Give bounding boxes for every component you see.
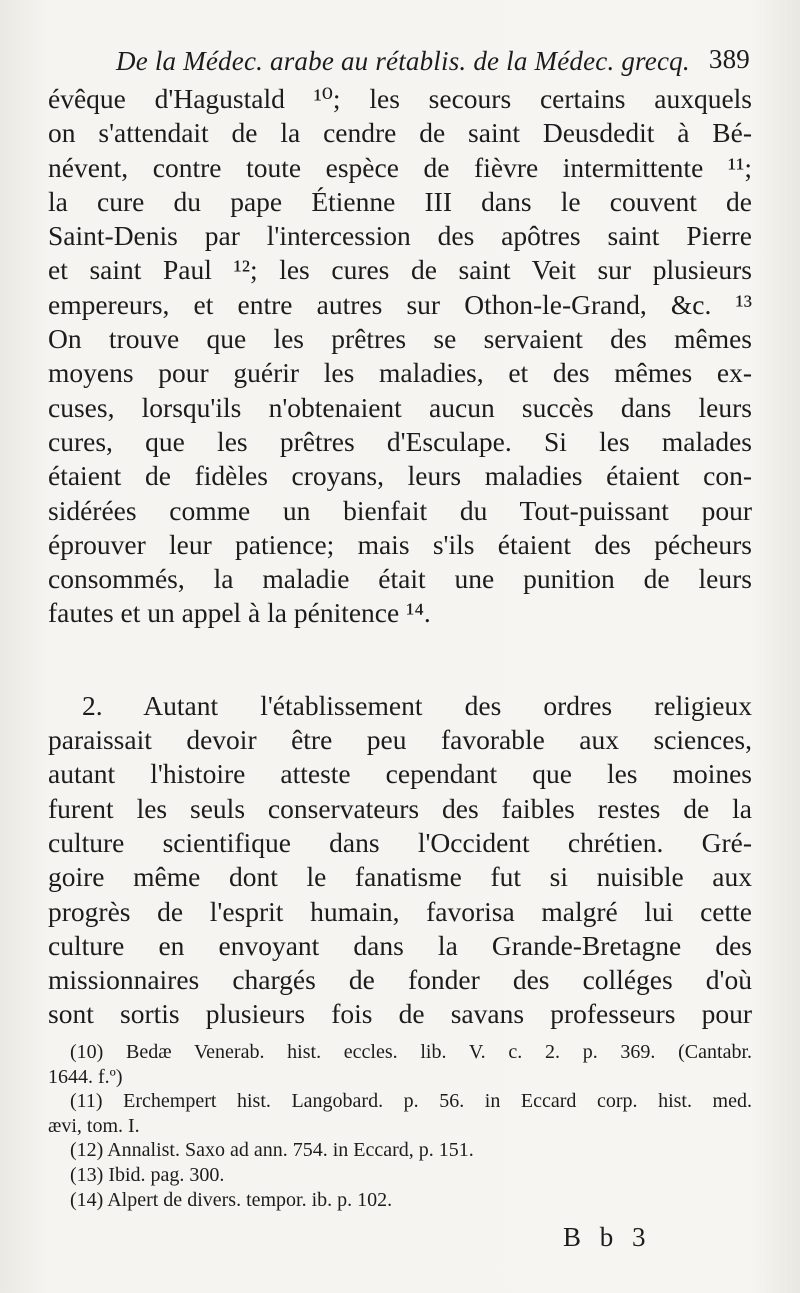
text-line: éprouver leur patience; mais s'ils étaient des pécheurs bbox=[48, 528, 752, 560]
paragraph-2-first-line: 2. Autant l'établissement des ordres religieux bbox=[82, 689, 752, 721]
text-line: sont sortis plusieurs fois de savans professeurs pour bbox=[48, 998, 752, 1030]
text-line: on s'attendait de la cendre de saint Deusdedit à Bé- bbox=[48, 117, 752, 149]
text-line: autant l'histoire atteste cependant que les moines bbox=[48, 758, 752, 790]
text-line: et saint Paul ¹²; les cures de saint Veit sur plusieurs bbox=[48, 254, 752, 286]
text-line: On trouve que les prêtres se servaient des mêmes bbox=[48, 323, 752, 355]
footnote-10-continued: 1644. f.º) bbox=[48, 1065, 123, 1088]
footnotes bbox=[48, 1040, 752, 1212]
running-title: De la Médec. arabe au rétablis. de la Médec. grecq. bbox=[116, 46, 690, 76]
text-line: empereurs, et entre autres sur Othon-le-Grand, &c. ¹³ bbox=[48, 288, 752, 320]
text-line: culture scientifique dans l'Occident chrétien. Gré- bbox=[48, 826, 752, 858]
main-text bbox=[48, 82, 752, 1032]
footnote-10: (10) Bedæ Venerab. hist. eccles. lib. V. c. 2. p. 369. (Cantabr. bbox=[70, 1041, 752, 1063]
footnote-14: (14) Alpert de divers. tempor. ib. p. 102. bbox=[70, 1188, 393, 1211]
text-line: goire même dont le fanatisme fut si nuisible aux bbox=[48, 861, 752, 893]
text-line: missionnaires chargés de fonder des colléges d'où bbox=[48, 964, 752, 996]
text-line: consommés, la maladie était une punition de leurs bbox=[48, 563, 752, 595]
text-line: furent les seuls conservateurs des faibles restes de la bbox=[48, 792, 752, 824]
running-head bbox=[48, 42, 760, 82]
footnote-11: (11) Erchempert hist. Langobard. p. 56. in Eccard corp. hist. med. bbox=[70, 1090, 752, 1113]
text-line: fautes et un appel à la pénitence ¹⁴. bbox=[48, 597, 431, 629]
footnote-13: (13) Ibid. pag. 300. bbox=[70, 1163, 225, 1186]
text-line: Saint-Denis par l'intercession des apôtres saint Pierre bbox=[48, 220, 752, 252]
text-line: cures, que les prêtres d'Esculape. Si les malades bbox=[48, 425, 752, 457]
text-line: sidérées comme un bienfait du Tout-puissant pour bbox=[48, 494, 752, 526]
text-line: névent, contre toute espèce de fièvre intermittente ¹¹; bbox=[48, 151, 752, 183]
text-line: étaient de fidèles croyans, leurs maladies étaient con- bbox=[48, 460, 752, 492]
signature-mark: B b 3 bbox=[563, 1222, 652, 1252]
text-line: évêque d'Hagustald ¹⁰; les secours certains auxquels bbox=[48, 83, 752, 114]
text-line: la cure du pape Étienne III dans le couvent de bbox=[48, 185, 752, 217]
paragraph-gap bbox=[48, 631, 752, 689]
text-line: culture en envoyant dans la Grande-Bretagne des bbox=[48, 929, 752, 961]
page-number: 389 bbox=[708, 44, 750, 74]
footnote-12: (12) Annalist. Saxo ad ann. 754. in Eccard, p. 151. bbox=[70, 1139, 474, 1162]
text-line: cuses, lorsqu'ils n'obtenaient aucun succès dans leurs bbox=[48, 391, 752, 423]
text-line: progrès de l'esprit humain, favorisa malgré lui cette bbox=[48, 895, 752, 927]
text-line: moyens pour guérir les maladies, et des mêmes ex- bbox=[48, 357, 752, 389]
footnote-11-continued: ævi, tom. I. bbox=[48, 1114, 140, 1137]
text-line: paraissait devoir être peu favorable aux sciences, bbox=[48, 724, 752, 756]
